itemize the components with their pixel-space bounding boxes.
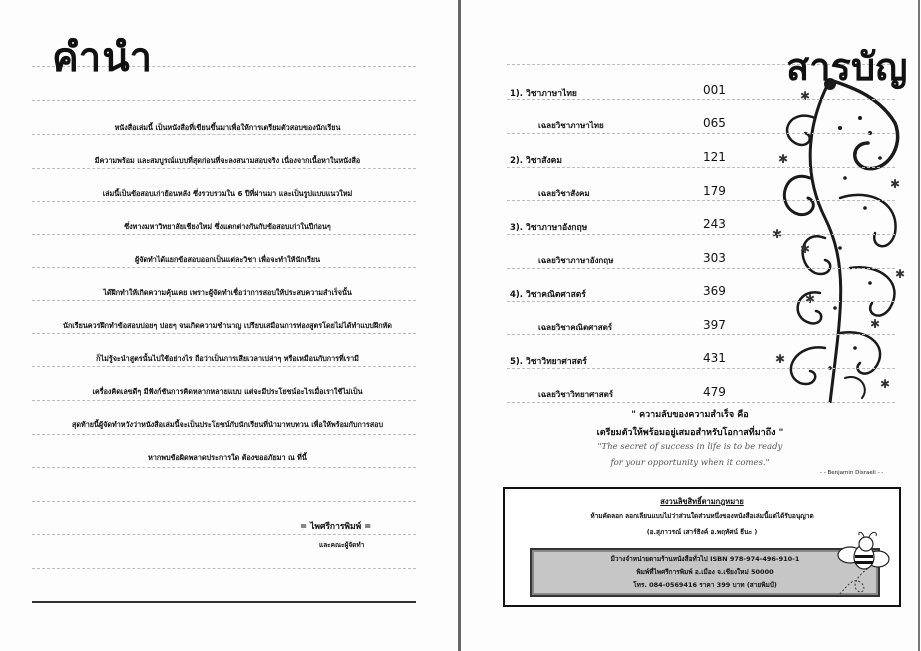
toc-item-math[interactable]: 4). วิชาคณิตศาสตร์ xyxy=(510,290,586,300)
right-page-edge xyxy=(918,0,920,651)
ruled-line xyxy=(32,333,416,334)
toc-page-number: 121 xyxy=(703,150,726,164)
ruled-line xyxy=(507,268,895,269)
svg-text:✱: ✱ xyxy=(772,227,783,241)
preface-line: ซึ่งทางมหาวิทยาลัยเชียงใหม่ ซึ่งแตกต่างกันกับข้อสอบเก่าในปีก่อนๆ xyxy=(124,222,331,231)
preface-page xyxy=(0,0,459,651)
svg-text:✱: ✱ xyxy=(805,292,816,306)
ruled-line xyxy=(32,100,416,101)
preface-line: ผู้จัดทำได้แยกข้อสอบออกเป็นแต่ละวิชา เพื่อจะทำให้นักเรียน xyxy=(134,255,321,264)
ruled-line xyxy=(507,234,895,235)
ruled-line xyxy=(32,467,416,468)
copyright-authors: (อ.สุภาวรณ์ เสาร์ธิงค์ อ.พฤทัศน์ ธีนะ ) xyxy=(646,528,758,536)
preface-title: คำนำ xyxy=(52,35,154,81)
ruled-line xyxy=(32,501,416,502)
preface-line: หากพบข้อผิดพลาดประการใด ต้องขออภัยมา ณ ที่นี้ xyxy=(148,453,307,462)
preface-line: ก็ไม่รู้จะนำสูตรนั้นไปใช้อย่างไร ถือว่าเป็นการเสียเวลาเปล่าๆ หรือเหมือนกับการที่เรามี xyxy=(96,354,359,363)
quote-thai-line2: เตรียมตัวให้พร้อมอยู่เสมอสำหรับโอกาสที่มาถึง " xyxy=(596,428,784,438)
ruled-line xyxy=(32,168,416,169)
svg-text:✱: ✱ xyxy=(775,352,786,366)
ruled-line xyxy=(507,99,895,100)
copyright-notice: ห้ามคัดลอก ลอกเลียนแบบไม่ว่าส่วนใดส่วนหนึ่งของหนังสือเล่มนี้แต่ได้รับอนุญาต xyxy=(590,512,814,520)
toc-item-science-answers[interactable]: เฉลยวิชาวิทยาศาสตร์ xyxy=(538,390,614,399)
svg-text:✱: ✱ xyxy=(800,89,811,103)
floral-swirl-decoration xyxy=(770,78,915,403)
ruled-line xyxy=(32,201,416,202)
toc-page-number: 479 xyxy=(703,385,726,399)
ruled-line xyxy=(32,400,416,401)
ruled-line xyxy=(507,402,895,403)
ruled-line xyxy=(32,366,416,367)
toc-item-english-answers[interactable]: เฉลยวิชาภาษาอังกฤษ xyxy=(538,256,614,265)
svg-text:✱: ✱ xyxy=(800,242,811,256)
ruled-line xyxy=(507,167,895,168)
toc-page-number: 065 xyxy=(703,116,726,130)
preface-line: ได้ฝึกทำให้เกิดความคุ้นเคย เพราะผู้จัดทำเชื่อว่าการสอบให้ประสบความสำเร็จนั้น xyxy=(103,288,352,297)
ruled-line xyxy=(32,267,416,268)
toc-page-number: 001 xyxy=(703,83,726,97)
ruled-line xyxy=(507,133,895,134)
ruled-line xyxy=(507,200,895,201)
ruled-line xyxy=(507,301,895,302)
publisher-info-box xyxy=(530,548,880,597)
toc-page-number: 243 xyxy=(703,217,726,231)
isbn-line: มีวางจำหน่ายตามร้านหนังสือทั่วไป ISBN 978-974-496-910-1 xyxy=(610,555,800,563)
authors-signature: และคณะผู้จัดทำ xyxy=(319,541,365,549)
printer-address: พิมพ์ที่ไพศรีการพิมพ์ อ.เมือง จ.เชียงใหม่ 50000 xyxy=(636,568,774,576)
ruled-line xyxy=(32,300,416,301)
toc-page-number: 431 xyxy=(703,351,726,365)
toc-item-thai[interactable]: 1). วิชาภาษาไทย xyxy=(510,89,577,99)
preface-line: สุดท้ายนี้ผู้จัดทำหวังว่าหนังสือเล่มนี้จะเป็นประโยชน์กับนักเรียนที่นำมาทบทวน เพื่อให้พร้อมกับการสอบ xyxy=(71,420,384,429)
toc-item-thai-answers[interactable]: เฉลยวิชาภาษาไทย xyxy=(538,121,604,130)
ruled-line xyxy=(507,368,895,369)
bottom-rule xyxy=(32,601,416,603)
quote-author: - - Benjamin Disraeli - - xyxy=(820,470,884,476)
publisher-signature: = ไพศรีการพิมพ์ = xyxy=(300,522,372,532)
svg-text:✱: ✱ xyxy=(870,317,881,331)
toc-page-number: 369 xyxy=(703,284,726,298)
bee-icon xyxy=(832,527,892,602)
ruled-line xyxy=(32,434,416,435)
ruled-line xyxy=(507,334,895,335)
svg-text:✱: ✱ xyxy=(778,152,789,166)
toc-page-number: 179 xyxy=(703,184,726,198)
toc-item-social-answers[interactable]: เฉลยวิชาสังคม xyxy=(538,189,590,198)
copyright-title: สงวนลิขสิทธิ์ตามกฎหมาย xyxy=(660,497,744,506)
preface-line: มีความพร้อม และสมบูรณ์แบบที่สุดก่อนที่จะลงสนามสอบจริง เนื่องจากเนื้อหาในหนังสือ xyxy=(94,156,361,165)
toc-item-science[interactable]: 5). วิชาวิทยาศาสตร์ xyxy=(510,357,587,367)
phone-price-line: โทร. 084-0569416 ราคา 399 บาท (สายพิมป์) xyxy=(633,581,777,589)
ruled-line xyxy=(32,534,416,535)
quote-english-line2: for your opportunity when it comes." xyxy=(610,458,770,468)
ruled-line xyxy=(32,568,416,569)
preface-line: เล่มนี้เป็นข้อสอบเก่าย้อนหลัง ซึ่งรวบรวมใน 6 ปีที่ผ่านมา และเป็นรูปแบบแนวใหม่ xyxy=(102,189,353,198)
svg-text:✱: ✱ xyxy=(895,267,906,281)
toc-item-math-answers[interactable]: เฉลยวิชาคณิตศาสตร์ xyxy=(538,323,613,332)
toc-title: สารบัญ xyxy=(786,45,908,89)
svg-text:✱: ✱ xyxy=(880,377,891,391)
ruled-line xyxy=(32,234,416,235)
quote-english-line1: "The secret of success in life is to be ready xyxy=(597,442,783,452)
toc-page-number: 397 xyxy=(703,318,726,332)
preface-line: หนังสือเล่มนี้ เป็นหนังสือที่เขียนขึ้นมาเพื่อให้การเตรียมตัวสอบของนักเรียน xyxy=(114,123,341,132)
toc-item-social[interactable]: 2). วิชาสังคม xyxy=(510,156,562,166)
toc-item-english[interactable]: 3). วิชาภาษาอังกฤษ xyxy=(510,223,588,233)
toc-page-number: 303 xyxy=(703,251,726,265)
quote-thai-line1: " ความลับของความสำเร็จ คือ xyxy=(631,410,749,420)
preface-line: เครื่องคิดเลขดีๆ มีฟังก์ชันการคิดหลากหลายแบบ แต่จะมีประโยชน์อะไรเมื่อเราใช้ไม่เป็น xyxy=(92,387,363,396)
ruled-line xyxy=(32,134,416,135)
preface-line: นักเรียนควรฝึกทำข้อสอบบ่อยๆ บ่อยๆ จนเกิดความชำนาญ เปรียบเสมือนการท่องสูตรโดยไม่ได้ทำแบบฝึกหัด xyxy=(63,321,392,330)
svg-text:✱: ✱ xyxy=(890,177,901,191)
